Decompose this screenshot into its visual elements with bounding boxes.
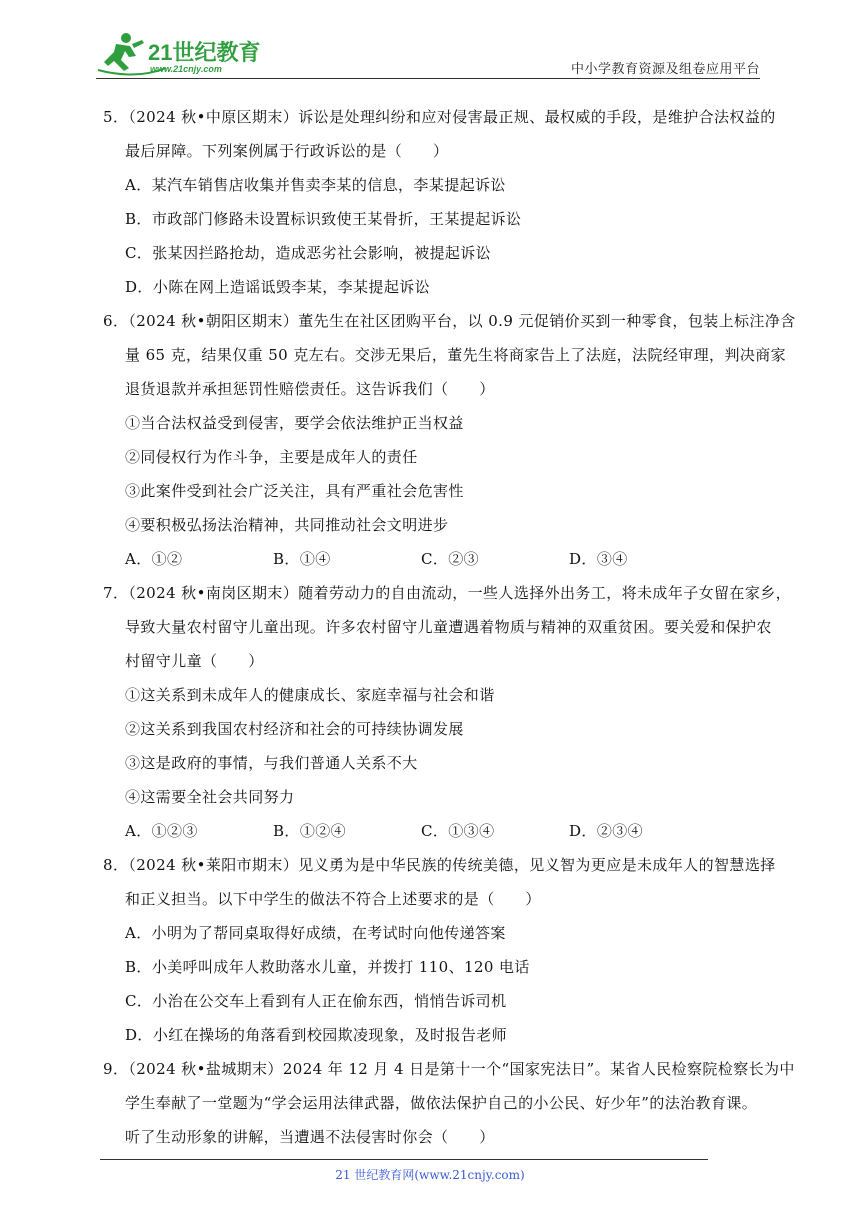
answer-choice: C．①③④ bbox=[421, 822, 495, 840]
question-8 bbox=[103, 848, 776, 1052]
footer-link[interactable]: 21 世纪教育网(www.21cnjy.com) bbox=[335, 1168, 525, 1182]
answer-option: A．某汽车销售店收集并售卖李某的信息，李某提起诉讼 bbox=[125, 176, 506, 194]
question-stem-line: 学生奉献了一堂题为“学会运用法律武器，做依法保护自己的小公民、好少年”的法治教育课。 bbox=[125, 1094, 758, 1112]
question-stem-line: 导致大量农村留守儿童出现。许多农村留守儿童遭遇着物质与精神的双重贫困。要关爱和保护农 bbox=[125, 618, 772, 636]
question-stem-line: 村留守儿童（ ） bbox=[125, 652, 264, 670]
answer-choice: B．①②④ bbox=[273, 822, 347, 840]
question-stem-line: 8．（2024 秋•莱阳市期末）见义勇为是中华民族的传统美德，见义智为更应是未成年人的智慧选择 bbox=[103, 856, 776, 874]
answer-option: B．市政部门修路未设置标识致使王某骨折，王某提起诉讼 bbox=[125, 210, 522, 228]
question-6 bbox=[103, 304, 796, 576]
question-5 bbox=[103, 100, 776, 304]
question-stem-line: 听了生动形象的讲解，当遭遇不法侵害时你会（ ） bbox=[125, 1128, 495, 1146]
answer-choices-row bbox=[103, 542, 763, 576]
question-9 bbox=[103, 1052, 795, 1154]
question-stem-line: 9．（2024 秋•盐城期末）2024 年 12 月 4 日是第十一个“国家宪法日”。某省人民检察院检察长为中 bbox=[103, 1060, 795, 1078]
answer-choice: B．①④ bbox=[273, 550, 331, 568]
platform-label: 中小学教育资源及组卷应用平台 bbox=[570, 62, 760, 77]
answer-choice: A．①②③ bbox=[125, 822, 198, 840]
statement-item: ③这是政府的事情，与我们普通人关系不大 bbox=[125, 754, 418, 772]
question-stem-line: 7．（2024 秋•南岗区期末）随着劳动力的自由流动，一些人选择外出务工，将未成年子女留在家乡， bbox=[103, 584, 792, 602]
statement-item: ③此案件受到社会广泛关注，具有严重社会危害性 bbox=[125, 482, 464, 500]
footer-divider bbox=[100, 1159, 708, 1160]
question-stem-line: 退货退款并承担惩罚性赔偿责任。这告诉我们（ ） bbox=[125, 380, 495, 398]
answer-option: D．小红在操场的角落看到校园欺凌现象，及时报告老师 bbox=[125, 1026, 508, 1044]
question-stem-line: 6．（2024 秋•朝阳区期末）董先生在社区团购平台，以 0.9 元促销价买到一种零食，包装上标注净含 bbox=[103, 312, 796, 330]
answer-choice: D．②③④ bbox=[569, 822, 644, 840]
statement-item: ④这需要全社会共同努力 bbox=[125, 788, 295, 806]
question-stem-line: 最后屏障。下列案例属于行政诉讼的是（ ） bbox=[125, 142, 449, 160]
answer-choices-row bbox=[103, 814, 763, 848]
running-figure-icon bbox=[104, 33, 144, 71]
svg-text:21世纪教育: 21世纪教育 bbox=[148, 40, 261, 65]
answer-choice: D．③④ bbox=[569, 550, 628, 568]
answer-option: B．小美呼叫成年人救助落水儿童，并拨打 110、120 电话 bbox=[125, 958, 530, 976]
answer-option: C．张某因拦路抢劫，造成恶劣社会影响，被提起诉讼 bbox=[125, 244, 492, 262]
answer-option: D．小陈在网上造谣诋毁李某，李某提起诉讼 bbox=[125, 278, 431, 296]
question-stem-line: 和正义担当。以下中学生的做法不符合上述要求的是（ ） bbox=[125, 890, 541, 908]
answer-choice: A．①② bbox=[125, 550, 183, 568]
question-list bbox=[103, 100, 796, 1154]
svg-text:www.21cnjy.com: www.21cnjy.com bbox=[150, 64, 222, 74]
statement-item: ①这关系到未成年人的健康成长、家庭幸福与社会和谐 bbox=[125, 686, 495, 704]
answer-choice: C．②③ bbox=[421, 550, 480, 568]
answer-option: A．小明为了帮同桌取得好成绩，在考试时向他传递答案 bbox=[125, 924, 506, 942]
question-stem-line: 5．（2024 秋•中原区期末）诉讼是处理纠纷和应对侵害最正规、最权威的手段，是维护合法权益的 bbox=[103, 108, 776, 126]
question-stem-line: 量 65 克，结果仅重 50 克左右。交涉无果后，董先生将商家告上了法庭，法院经审理，判决商家 bbox=[125, 346, 787, 364]
statement-item: ②这关系到我国农村经济和社会的可持续协调发展 bbox=[125, 720, 464, 738]
question-7 bbox=[103, 576, 792, 848]
header-divider bbox=[96, 78, 760, 79]
statement-item: ①当合法权益受到侵害，要学会依法维护正当权益 bbox=[125, 414, 464, 432]
answer-option: C．小治在公交车上看到有人正在偷东西，悄悄告诉司机 bbox=[125, 992, 507, 1010]
statement-item: ②同侵权行为作斗争，主要是成年人的责任 bbox=[125, 448, 418, 466]
page-header bbox=[96, 30, 760, 80]
site-logo bbox=[96, 30, 266, 76]
statement-item: ④要积极弘扬法治精神，共同推动社会文明进步 bbox=[125, 516, 449, 534]
